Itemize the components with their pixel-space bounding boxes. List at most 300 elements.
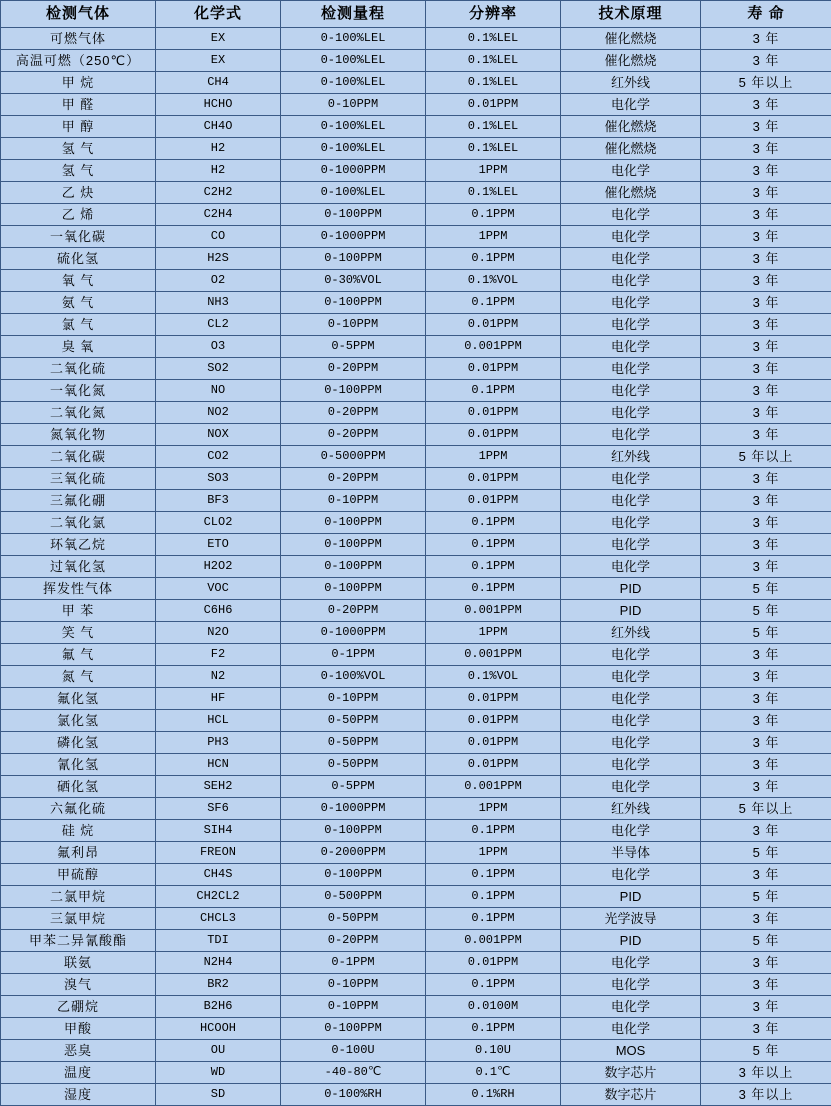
cell-lifetime: 5 年	[701, 930, 831, 952]
cell-principle: 电化学	[561, 820, 701, 842]
cell-formula: CH4O	[156, 116, 281, 138]
cell-lifetime: 3 年	[701, 908, 831, 930]
cell-formula: CO2	[156, 446, 281, 468]
cell-lifetime: 3 年	[701, 314, 831, 336]
table-row	[1, 930, 831, 952]
cell-resolution: 0.1PPM	[426, 534, 561, 556]
cell-range: -40-80℃	[281, 1062, 426, 1084]
cell-gas: 硒化氢	[1, 776, 156, 798]
cell-resolution: 0.1%LEL	[426, 116, 561, 138]
table-row	[1, 380, 831, 402]
table-row	[1, 952, 831, 974]
cell-resolution: 0.01PPM	[426, 468, 561, 490]
cell-resolution: 1PPM	[426, 160, 561, 182]
cell-principle: 半导体	[561, 842, 701, 864]
cell-lifetime: 3 年	[701, 424, 831, 446]
column-header-lifetime: 寿 命	[701, 1, 831, 28]
table-row	[1, 754, 831, 776]
cell-range: 0-100%LEL	[281, 116, 426, 138]
table-row	[1, 424, 831, 446]
cell-resolution: 0.1PPM	[426, 908, 561, 930]
cell-resolution: 0.1%LEL	[426, 138, 561, 160]
cell-range: 0-100PPM	[281, 292, 426, 314]
table-row	[1, 116, 831, 138]
cell-gas: 二氯甲烷	[1, 886, 156, 908]
cell-range: 0-10PPM	[281, 688, 426, 710]
cell-resolution: 0.1PPM	[426, 292, 561, 314]
table-row	[1, 820, 831, 842]
table-row	[1, 886, 831, 908]
cell-range: 0-100PPM	[281, 820, 426, 842]
cell-formula: F2	[156, 644, 281, 666]
cell-gas: 三氧化硫	[1, 468, 156, 490]
cell-formula: PH3	[156, 732, 281, 754]
cell-formula: EX	[156, 28, 281, 50]
cell-formula: BR2	[156, 974, 281, 996]
cell-resolution: 0.001PPM	[426, 336, 561, 358]
cell-formula: SF6	[156, 798, 281, 820]
cell-resolution: 0.001PPM	[426, 930, 561, 952]
cell-gas: 乙 烯	[1, 204, 156, 226]
cell-resolution: 0.001PPM	[426, 600, 561, 622]
cell-resolution: 0.01PPM	[426, 358, 561, 380]
cell-resolution: 1PPM	[426, 622, 561, 644]
cell-lifetime: 3 年	[701, 666, 831, 688]
cell-principle: 电化学	[561, 380, 701, 402]
cell-gas: 氧 气	[1, 270, 156, 292]
cell-formula: B2H6	[156, 996, 281, 1018]
cell-range: 0-1000PPM	[281, 622, 426, 644]
cell-formula: O2	[156, 270, 281, 292]
cell-range: 0-100%VOL	[281, 666, 426, 688]
cell-principle: 电化学	[561, 754, 701, 776]
column-header-principle: 技术原理	[561, 1, 701, 28]
cell-resolution: 0.1%LEL	[426, 182, 561, 204]
table-row	[1, 336, 831, 358]
cell-range: 0-20PPM	[281, 600, 426, 622]
cell-lifetime: 5 年以上	[701, 798, 831, 820]
table-row	[1, 996, 831, 1018]
cell-formula: SO3	[156, 468, 281, 490]
cell-formula: C2H2	[156, 182, 281, 204]
cell-formula: SD	[156, 1084, 281, 1106]
cell-principle: 电化学	[561, 490, 701, 512]
cell-gas: 氢 气	[1, 138, 156, 160]
cell-range: 0-100PPM	[281, 204, 426, 226]
cell-lifetime: 3 年	[701, 710, 831, 732]
cell-lifetime: 5 年	[701, 886, 831, 908]
cell-lifetime: 3 年	[701, 50, 831, 72]
cell-range: 0-20PPM	[281, 424, 426, 446]
table-row	[1, 666, 831, 688]
cell-lifetime: 3 年	[701, 160, 831, 182]
table-row	[1, 28, 831, 50]
cell-range: 0-1000PPM	[281, 798, 426, 820]
table-row	[1, 446, 831, 468]
cell-lifetime: 3 年	[701, 94, 831, 116]
table-row	[1, 204, 831, 226]
cell-resolution: 0.1PPM	[426, 578, 561, 600]
cell-formula: NO2	[156, 402, 281, 424]
cell-resolution: 0.1PPM	[426, 1018, 561, 1040]
cell-formula: BF3	[156, 490, 281, 512]
cell-formula: N2	[156, 666, 281, 688]
cell-principle: 电化学	[561, 248, 701, 270]
cell-principle: 电化学	[561, 776, 701, 798]
table-row	[1, 72, 831, 94]
cell-formula: NH3	[156, 292, 281, 314]
cell-range: 0-100U	[281, 1040, 426, 1062]
cell-resolution: 0.01PPM	[426, 402, 561, 424]
cell-formula: CH4	[156, 72, 281, 94]
cell-formula: H2	[156, 160, 281, 182]
cell-range: 0-1000PPM	[281, 160, 426, 182]
cell-gas: 联氨	[1, 952, 156, 974]
cell-lifetime: 3 年	[701, 138, 831, 160]
cell-resolution: 0.1%LEL	[426, 28, 561, 50]
cell-formula: CO	[156, 226, 281, 248]
table-row	[1, 622, 831, 644]
cell-lifetime: 3 年	[701, 556, 831, 578]
cell-formula: NOX	[156, 424, 281, 446]
cell-range: 0-2000PPM	[281, 842, 426, 864]
cell-principle: 数字芯片	[561, 1084, 701, 1106]
table-row	[1, 512, 831, 534]
table-row	[1, 182, 831, 204]
cell-formula: H2O2	[156, 556, 281, 578]
cell-formula: CH4S	[156, 864, 281, 886]
cell-principle: 电化学	[561, 688, 701, 710]
cell-formula: EX	[156, 50, 281, 72]
cell-lifetime: 3 年	[701, 512, 831, 534]
cell-lifetime: 3 年	[701, 468, 831, 490]
cell-formula: HCL	[156, 710, 281, 732]
cell-formula: H2S	[156, 248, 281, 270]
cell-resolution: 0.1%LEL	[426, 50, 561, 72]
table-row	[1, 600, 831, 622]
cell-gas: 二氧化硫	[1, 358, 156, 380]
cell-gas: 一氧化氮	[1, 380, 156, 402]
cell-formula: CL2	[156, 314, 281, 336]
cell-lifetime: 5 年以上	[701, 72, 831, 94]
cell-gas: 氟利昂	[1, 842, 156, 864]
cell-formula: FREON	[156, 842, 281, 864]
cell-lifetime: 3 年	[701, 182, 831, 204]
cell-resolution: 0.1PPM	[426, 864, 561, 886]
cell-range: 0-1PPM	[281, 952, 426, 974]
table-row	[1, 644, 831, 666]
cell-gas: 溴气	[1, 974, 156, 996]
table-row	[1, 710, 831, 732]
cell-gas: 氮氧化物	[1, 424, 156, 446]
cell-lifetime: 5 年	[701, 600, 831, 622]
cell-resolution: 0.01PPM	[426, 732, 561, 754]
cell-formula: NO	[156, 380, 281, 402]
table-row	[1, 160, 831, 182]
cell-gas: 氟 气	[1, 644, 156, 666]
cell-gas: 臭 氧	[1, 336, 156, 358]
cell-lifetime: 3 年	[701, 996, 831, 1018]
cell-gas: 磷化氢	[1, 732, 156, 754]
table-row	[1, 490, 831, 512]
cell-range: 0-50PPM	[281, 710, 426, 732]
cell-gas: 可燃气体	[1, 28, 156, 50]
cell-principle: 电化学	[561, 996, 701, 1018]
table-row	[1, 1062, 831, 1084]
table-row	[1, 1018, 831, 1040]
cell-gas: 氨 气	[1, 292, 156, 314]
table-row	[1, 556, 831, 578]
cell-gas: 挥发性气体	[1, 578, 156, 600]
cell-resolution: 0.1PPM	[426, 248, 561, 270]
cell-gas: 三氯甲烷	[1, 908, 156, 930]
table-row	[1, 314, 831, 336]
cell-range: 0-100PPM	[281, 248, 426, 270]
cell-principle: 催化燃烧	[561, 28, 701, 50]
cell-gas: 氯化氢	[1, 710, 156, 732]
table-row	[1, 732, 831, 754]
cell-resolution: 0.001PPM	[426, 644, 561, 666]
cell-formula: CH2CL2	[156, 886, 281, 908]
cell-principle: 电化学	[561, 468, 701, 490]
cell-principle: 电化学	[561, 864, 701, 886]
cell-resolution: 0.1%VOL	[426, 270, 561, 292]
cell-range: 0-50PPM	[281, 908, 426, 930]
cell-lifetime: 5 年	[701, 1040, 831, 1062]
table-row	[1, 50, 831, 72]
cell-range: 0-5000PPM	[281, 446, 426, 468]
cell-resolution: 0.1℃	[426, 1062, 561, 1084]
cell-principle: 电化学	[561, 402, 701, 424]
cell-resolution: 0.1PPM	[426, 886, 561, 908]
cell-range: 0-10PPM	[281, 996, 426, 1018]
cell-lifetime: 3 年	[701, 952, 831, 974]
cell-principle: 电化学	[561, 270, 701, 292]
cell-gas: 甲 苯	[1, 600, 156, 622]
table-row	[1, 292, 831, 314]
cell-principle: 数字芯片	[561, 1062, 701, 1084]
table-header-row	[1, 1, 831, 28]
table-row	[1, 864, 831, 886]
cell-formula: N2H4	[156, 952, 281, 974]
cell-principle: 电化学	[561, 292, 701, 314]
cell-range: 0-100%LEL	[281, 72, 426, 94]
cell-principle: 催化燃烧	[561, 116, 701, 138]
cell-range: 0-100%LEL	[281, 50, 426, 72]
cell-principle: 电化学	[561, 204, 701, 226]
cell-lifetime: 3 年	[701, 204, 831, 226]
cell-principle: 电化学	[561, 336, 701, 358]
cell-lifetime: 3 年以上	[701, 1062, 831, 1084]
cell-formula: HCN	[156, 754, 281, 776]
cell-principle: 电化学	[561, 358, 701, 380]
table-row	[1, 688, 831, 710]
table-row	[1, 94, 831, 116]
table-row	[1, 974, 831, 996]
cell-principle: 电化学	[561, 1018, 701, 1040]
cell-gas: 甲硫醇	[1, 864, 156, 886]
cell-principle: 催化燃烧	[561, 182, 701, 204]
cell-range: 0-100%LEL	[281, 182, 426, 204]
cell-range: 0-5PPM	[281, 776, 426, 798]
table-row	[1, 1040, 831, 1062]
cell-gas: 氟化氢	[1, 688, 156, 710]
cell-formula: H2	[156, 138, 281, 160]
table-row	[1, 468, 831, 490]
cell-range: 0-1PPM	[281, 644, 426, 666]
cell-resolution: 0.1PPM	[426, 204, 561, 226]
cell-lifetime: 3 年	[701, 974, 831, 996]
cell-lifetime: 3 年	[701, 380, 831, 402]
cell-principle: 电化学	[561, 534, 701, 556]
cell-lifetime: 3 年	[701, 644, 831, 666]
cell-gas: 乙 炔	[1, 182, 156, 204]
cell-gas: 六氟化硫	[1, 798, 156, 820]
table-row	[1, 908, 831, 930]
table-body	[1, 28, 831, 1106]
table-row	[1, 248, 831, 270]
cell-range: 0-5PPM	[281, 336, 426, 358]
cell-range: 0-100PPM	[281, 556, 426, 578]
cell-range: 0-20PPM	[281, 402, 426, 424]
cell-formula: C6H6	[156, 600, 281, 622]
cell-principle: 电化学	[561, 512, 701, 534]
cell-gas: 甲 烷	[1, 72, 156, 94]
cell-lifetime: 3 年	[701, 864, 831, 886]
cell-resolution: 0.001PPM	[426, 776, 561, 798]
cell-formula: VOC	[156, 578, 281, 600]
cell-resolution: 0.1PPM	[426, 974, 561, 996]
table-row	[1, 842, 831, 864]
cell-lifetime: 3 年	[701, 402, 831, 424]
table-row	[1, 1084, 831, 1106]
cell-lifetime: 3 年	[701, 490, 831, 512]
cell-resolution: 0.01PPM	[426, 754, 561, 776]
cell-lifetime: 3 年	[701, 534, 831, 556]
cell-lifetime: 3 年	[701, 116, 831, 138]
cell-gas: 乙硼烷	[1, 996, 156, 1018]
cell-gas: 环氧乙烷	[1, 534, 156, 556]
cell-resolution: 0.1PPM	[426, 556, 561, 578]
cell-formula: C2H4	[156, 204, 281, 226]
table-header	[1, 1, 831, 28]
cell-gas: 氰化氢	[1, 754, 156, 776]
cell-formula: HF	[156, 688, 281, 710]
cell-range: 0-100%LEL	[281, 28, 426, 50]
cell-principle: PID	[561, 600, 701, 622]
cell-formula: TDI	[156, 930, 281, 952]
cell-formula: ETO	[156, 534, 281, 556]
cell-principle: 红外线	[561, 798, 701, 820]
cell-principle: 电化学	[561, 952, 701, 974]
cell-resolution: 0.01PPM	[426, 490, 561, 512]
cell-principle: PID	[561, 930, 701, 952]
cell-principle: 电化学	[561, 94, 701, 116]
cell-range: 0-30%VOL	[281, 270, 426, 292]
cell-range: 0-10PPM	[281, 94, 426, 116]
cell-gas: 二氧化氮	[1, 402, 156, 424]
cell-range: 0-10PPM	[281, 490, 426, 512]
cell-range: 0-20PPM	[281, 358, 426, 380]
column-header-range: 检测量程	[281, 1, 426, 28]
cell-resolution: 0.0100M	[426, 996, 561, 1018]
cell-lifetime: 3 年	[701, 226, 831, 248]
cell-formula: SIH4	[156, 820, 281, 842]
cell-gas: 硅 烷	[1, 820, 156, 842]
cell-lifetime: 3 年	[701, 336, 831, 358]
cell-resolution: 0.01PPM	[426, 952, 561, 974]
cell-gas: 过氧化氢	[1, 556, 156, 578]
cell-gas: 氯 气	[1, 314, 156, 336]
table-row	[1, 358, 831, 380]
cell-formula: SEH2	[156, 776, 281, 798]
cell-principle: 电化学	[561, 556, 701, 578]
cell-lifetime: 5 年以上	[701, 446, 831, 468]
cell-lifetime: 3 年	[701, 688, 831, 710]
cell-resolution: 1PPM	[426, 798, 561, 820]
cell-principle: 催化燃烧	[561, 138, 701, 160]
cell-principle: 电化学	[561, 974, 701, 996]
cell-principle: MOS	[561, 1040, 701, 1062]
cell-gas: 甲 醛	[1, 94, 156, 116]
cell-lifetime: 3 年	[701, 1018, 831, 1040]
cell-range: 0-1000PPM	[281, 226, 426, 248]
cell-range: 0-100PPM	[281, 1018, 426, 1040]
cell-principle: 电化学	[561, 226, 701, 248]
cell-principle: 红外线	[561, 446, 701, 468]
cell-resolution: 0.10U	[426, 1040, 561, 1062]
cell-resolution: 0.1PPM	[426, 512, 561, 534]
cell-resolution: 0.1%RH	[426, 1084, 561, 1106]
cell-principle: 电化学	[561, 710, 701, 732]
cell-principle: 电化学	[561, 666, 701, 688]
cell-formula: OU	[156, 1040, 281, 1062]
cell-principle: PID	[561, 886, 701, 908]
cell-range: 0-100PPM	[281, 380, 426, 402]
cell-resolution: 1PPM	[426, 446, 561, 468]
table-row	[1, 798, 831, 820]
column-header-resolution: 分辨率	[426, 1, 561, 28]
cell-range: 0-10PPM	[281, 314, 426, 336]
cell-lifetime: 5 年	[701, 842, 831, 864]
cell-range: 0-100%RH	[281, 1084, 426, 1106]
cell-formula: CHCL3	[156, 908, 281, 930]
cell-lifetime: 5 年	[701, 622, 831, 644]
cell-resolution: 0.1%VOL	[426, 666, 561, 688]
cell-resolution: 0.1PPM	[426, 820, 561, 842]
cell-principle: 红外线	[561, 622, 701, 644]
cell-gas: 氮 气	[1, 666, 156, 688]
cell-range: 0-100%LEL	[281, 138, 426, 160]
cell-principle: 电化学	[561, 314, 701, 336]
cell-range: 0-20PPM	[281, 468, 426, 490]
cell-gas: 氢 气	[1, 160, 156, 182]
cell-resolution: 0.01PPM	[426, 94, 561, 116]
cell-lifetime: 3 年	[701, 820, 831, 842]
cell-lifetime: 3 年	[701, 776, 831, 798]
cell-gas: 笑 气	[1, 622, 156, 644]
cell-formula: HCOOH	[156, 1018, 281, 1040]
cell-range: 0-100PPM	[281, 512, 426, 534]
cell-resolution: 0.1%LEL	[426, 72, 561, 94]
cell-resolution: 1PPM	[426, 226, 561, 248]
cell-range: 0-10PPM	[281, 974, 426, 996]
cell-formula: N2O	[156, 622, 281, 644]
cell-gas: 恶臭	[1, 1040, 156, 1062]
cell-gas: 温度	[1, 1062, 156, 1084]
table-row	[1, 534, 831, 556]
column-header-formula: 化学式	[156, 1, 281, 28]
